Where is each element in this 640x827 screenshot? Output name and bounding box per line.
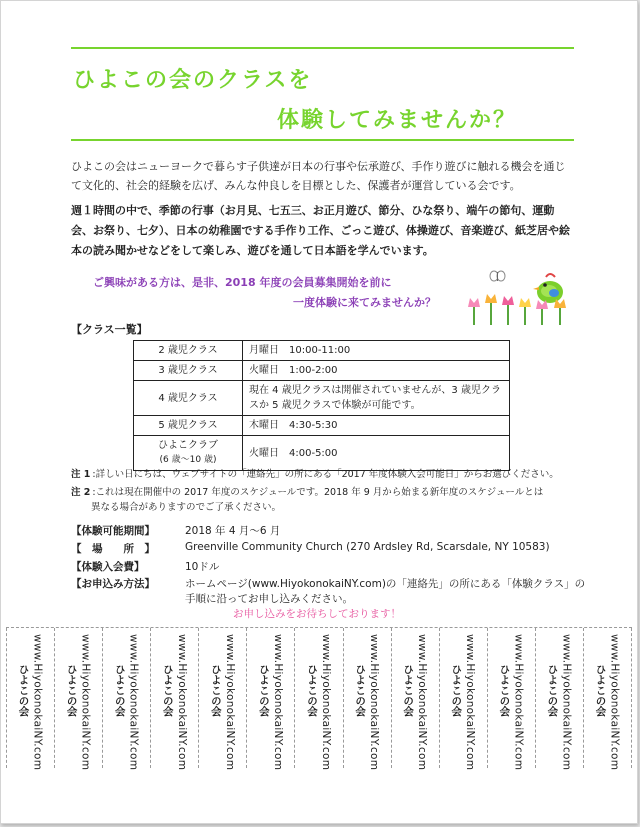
tab-org: ひよこの会 [498, 664, 511, 717]
class-name: ひよこクラブ [158, 440, 218, 451]
tab-org: ひよこの会 [306, 664, 318, 717]
tear-off-tab[interactable] [440, 628, 488, 771]
tear-off-tab[interactable] [247, 628, 295, 771]
invite-line-1: ご興味がある方は、是非、2018 年度の会員募集開始を前に [93, 276, 392, 289]
fee-value: 10ドル [185, 561, 220, 573]
class-schedule: 火曜日 1:00-2:00 [243, 361, 510, 381]
class-schedule: 現在 4 歳児クラスは開催されていませんが、3 歳児クラスか 5 歳児クラスで体験が可能です。 [243, 381, 510, 416]
class-age-range: (6 歳～10 歳) [159, 455, 217, 465]
tear-off-tab[interactable] [199, 628, 247, 771]
tab-url: www.HiyokonokaiNY.com [31, 634, 44, 771]
class-name: 4 歳児クラス [134, 381, 243, 416]
apply-label: 【お申込み方法】 [71, 578, 155, 590]
class-schedule: 火曜日 4:00-5:00 [243, 436, 510, 471]
tear-off-tab[interactable] [55, 628, 103, 771]
table-row [134, 381, 510, 416]
invite-line-2: 一度体験に来てみませんか？ [293, 296, 436, 309]
tab-org: ひよこの会 [450, 664, 463, 717]
chick-icon [533, 274, 563, 303]
tab-url: www.HiyokonokaiNY.com [512, 634, 525, 771]
class-name: 2 歳児クラス [134, 341, 243, 361]
tear-off-tab[interactable] [151, 628, 199, 771]
fee-label: 【体験入会費】 [71, 561, 145, 573]
class-name: 3 歳児クラス [134, 361, 243, 381]
tab-url: www.HiyokonokaiNY.com [223, 634, 236, 771]
bottom-rule [71, 139, 574, 141]
title-line-1: ひよこの会のクラスを [73, 68, 313, 93]
tab-url: www.HiyokonokaiNY.com [608, 634, 621, 771]
tab-url: www.HiyokonokaiNY.com [271, 634, 284, 771]
activities-paragraph: 週１時間の中で、季節の行事（お月見、七五三、お正月遊び、節分、ひな祭り、端午の節句、運動会、お祭り、七夕）、日本の幼稚園でする手作り工作、ごっこ遊び、体操遊び、音楽遊び、紙芝居や絵本の読み聞かせなどをして楽しみ、遊びを通して日本語を学んでいます。 [71, 204, 570, 257]
apply-value-line-1: ホームページ(www.HiyokonokaiNY.com)の「連絡先」の所にある「体験クラス」の [185, 578, 586, 590]
tab-org: ひよこの会 [17, 664, 30, 717]
table-row [134, 341, 510, 361]
tear-off-tab[interactable] [536, 628, 584, 771]
note-text: :これは現在開催中の 2017 年度のスケジュールです。2018 年 9 月から始まる新年度のスケジュールとは [92, 487, 544, 498]
note-label: 注 2 [71, 487, 91, 498]
tear-off-tabs [6, 627, 632, 771]
note-label: 注 1 [71, 469, 91, 480]
table-row [134, 361, 510, 381]
class-schedule: 木曜日 4:30-5:30 [243, 416, 510, 436]
note-1 [71, 467, 559, 482]
tab-url: www.HiyokonokaiNY.com [416, 634, 429, 771]
note-text: :詳しい日にちは、ウェブサイトの「連絡先」の所にある「2017 年度体験入会可能日」からお選びください。 [92, 469, 559, 480]
tab-url: www.HiyokonokaiNY.com [464, 634, 477, 771]
table-row [134, 436, 510, 471]
tear-off-tab[interactable] [488, 628, 536, 771]
place-value: Greenville Community Church (270 Ardsley Rd, Scarsdale, NY 10583) [185, 541, 550, 553]
butterfly-icon [490, 271, 505, 281]
tab-org: ひよこの会 [594, 664, 607, 717]
tab-url: www.HiyokonokaiNY.com [368, 634, 381, 771]
apply-value-line-2: 手順に沿ってお申し込みください。 [185, 593, 353, 605]
class-schedule: 月曜日 10:00-11:00 [243, 341, 510, 361]
tab-org: ひよこの会 [546, 664, 559, 717]
note-2-continued: 異なる場合がありますのでご了承ください。 [91, 502, 282, 513]
note-2 [71, 485, 543, 500]
tab-org: ひよこの会 [354, 664, 367, 717]
tab-org: ひよこの会 [161, 664, 174, 717]
tab-org: ひよこの会 [209, 664, 222, 717]
tab-org: ひよこの会 [65, 664, 78, 717]
tab-org: ひよこの会 [402, 664, 415, 717]
intro-paragraph: ひよこの会はニューヨークで暮らす子供達が日本の行事や伝承遊び、手作り遊びに触れる機会を通じて文化的、社会的経験を広げ、みんな仲良しを目標とした、保護者が運営している会です。 [71, 160, 566, 192]
class-name: 5 歳児クラス [134, 416, 243, 436]
period-value: 2018 年 4 月～6 月 [185, 525, 281, 537]
period-label: 【体験可能期間】 [71, 525, 155, 537]
tab-url: www.HiyokonokaiNY.com [560, 634, 573, 771]
tear-off-tab[interactable] [295, 628, 343, 771]
class-list-heading: 【クラス一覧】 [71, 323, 148, 336]
tear-off-tab[interactable] [103, 628, 151, 771]
tab-url: www.HiyokonokaiNY.com [79, 634, 92, 771]
tear-off-tab[interactable] [392, 628, 440, 771]
tab-url: www.HiyokonokaiNY.com [175, 634, 188, 771]
tab-url: www.HiyokonokaiNY.com [320, 634, 332, 771]
closing-message: お申し込みをお待ちしております！ [233, 608, 401, 620]
table-row [134, 416, 510, 436]
class-name-cell [134, 436, 243, 471]
place-label: 【 場 所 】 [71, 543, 155, 555]
top-rule [71, 47, 574, 49]
tab-url: www.HiyokonokaiNY.com [127, 634, 140, 771]
chick-and-tulips-illustration [466, 265, 578, 327]
tear-off-tab[interactable] [6, 628, 55, 771]
title-line-2: 体験してみませんか？ [277, 108, 518, 133]
tear-off-tab[interactable] [344, 628, 392, 771]
class-schedule-table [133, 340, 510, 471]
tab-org: ひよこの会 [113, 664, 126, 717]
tab-org: ひよこの会 [257, 664, 270, 717]
tear-off-tab[interactable] [584, 628, 632, 771]
